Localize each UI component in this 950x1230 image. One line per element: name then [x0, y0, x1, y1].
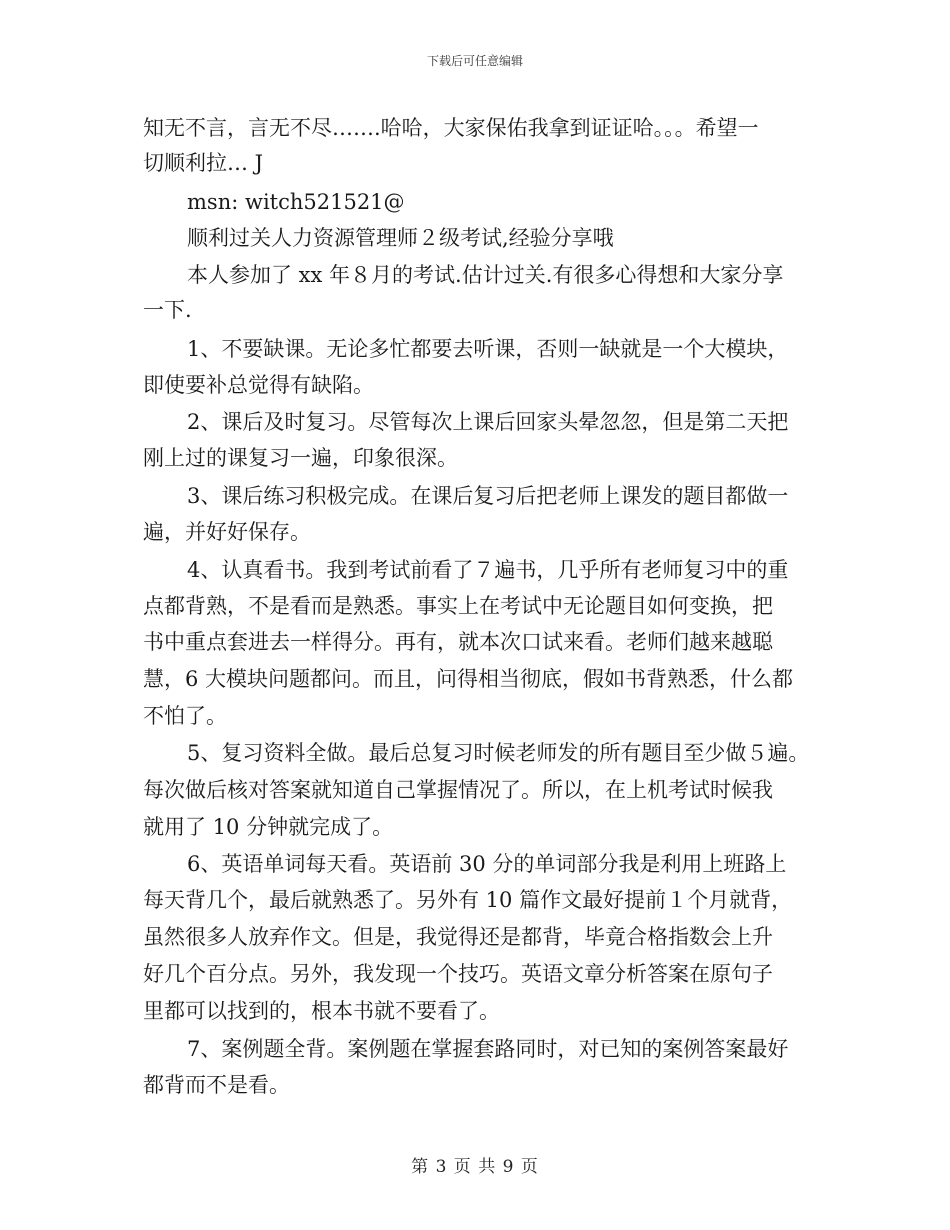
text-line: 虽然很多人放弃作文。但是，我觉得还是都背，毕竟合格指数会上升 [143, 925, 773, 949]
text-line: 2、课后及时复习。尽管每次上课后回家头晕忽忽，但是第二天把 [187, 410, 789, 434]
text-line: 切顺利拉… J [143, 151, 264, 175]
text-line: 书中重点套进去一样得分。再有，就本次口试来看。老师们越来越聪 [143, 630, 773, 654]
text-line: 即使要补总觉得有缺陷。 [143, 373, 374, 397]
text-line: 1、不要缺课。无论多忙都要去听课，否则一缺就是一个大模块， [187, 337, 789, 361]
text-line: 刚上过的课复习一遍，印象很深。 [143, 446, 458, 470]
text-line: 不怕了。 [143, 704, 227, 728]
text-line: 5、复习资料全做。最后总复习时候老师发的所有题目至少做５遍。 [187, 741, 810, 765]
text-line: 都背而不是看。 [143, 1073, 290, 1097]
text-line: 知无不言，言无不尽…….哈哈，大家保佑我拿到证证哈。。。希望一 [143, 116, 759, 140]
text-line: msn: witch521521@ [187, 190, 405, 214]
text-line: 就用了 10 分钟就完成了。 [143, 815, 394, 839]
text-line: 3、课后练习积极完成。在课后复习后把老师上课发的题目都做一 [187, 484, 789, 508]
text-line: 遍，并好好保存。 [143, 520, 311, 544]
text-line: 本人参加了 xx 年８月的考试.估计过关.有很多心得想和大家分享 [187, 263, 784, 287]
page-footer: 第 3 页 共 9 页 [411, 1157, 539, 1177]
text-line: 7、案例题全背。案例题在掌握套路同时，对已知的案例答案最好 [187, 1037, 789, 1061]
text-line: 每天背几个，最后就熟悉了。另外有 10 篇作文最好提前１个月就背， [143, 888, 793, 912]
text-line: 一下. [143, 298, 192, 322]
text-line: 慧，6 大模块问题都问。而且，问得相当彻底，假如书背熟悉，什么都 [143, 667, 794, 691]
text-line: 每次做后核对答案就知道自己掌握情况了。所以，在上机考试时候我 [143, 778, 773, 802]
text-line: 4、认真看书。我到考试前看了７遍书，几乎所有老师复习中的重 [187, 558, 789, 582]
text-line: 好几个百分点。另外，我发现一个技巧。英语文章分析答案在原句子 [143, 962, 773, 986]
text-line: 顺利过关人力资源管理师２级考试,经验分享哦 [187, 226, 614, 250]
text-line: 点都背熟，不是看而是熟悉。事实上在考试中无论题目如何变换，把 [143, 594, 773, 618]
page-header: 下载后可任意编辑 [426, 54, 523, 68]
text-line: 里都可以找到的，根本书就不要看了。 [143, 999, 500, 1023]
text-line: 6、英语单词每天看。英语前 30 分的单词部分我是利用上班路上 [187, 852, 787, 876]
